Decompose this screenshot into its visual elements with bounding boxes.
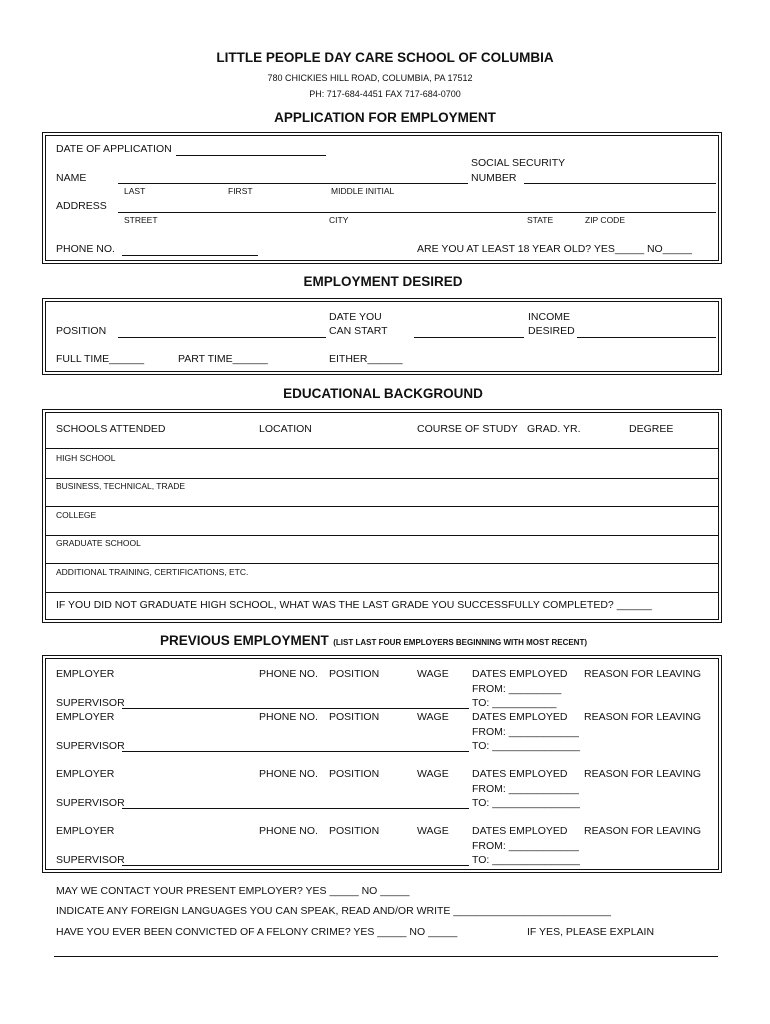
street-caption: STREET — [124, 215, 158, 225]
employer-4-phone: PHONE NO. — [259, 825, 318, 837]
edu-row-college: COLLEGE — [56, 510, 97, 520]
col-schools: SCHOOLS ATTENDED — [56, 423, 166, 435]
ssn-label: SOCIAL SECURITY — [471, 157, 566, 169]
col-location: LOCATION — [259, 423, 312, 435]
income-field[interactable] — [577, 337, 716, 338]
col-course: COURSE OF STUDY — [417, 423, 518, 435]
date-you-label: DATE YOU — [329, 311, 382, 323]
part-time-option[interactable]: PART TIME______ — [178, 353, 268, 365]
divider — [45, 535, 719, 536]
can-start-label: CAN START — [329, 325, 388, 337]
edu-row-business: BUSINESS, TECHNICAL, TRADE — [56, 481, 186, 491]
contact-employer-question: MAY WE CONTACT YOUR PRESENT EMPLOYER? YES _____ NO _____ — [56, 885, 410, 897]
desired-label: DESIRED — [528, 325, 575, 337]
address-label: ADDRESS — [56, 200, 107, 212]
languages-question: INDICATE ANY FOREIGN LANGUAGES YOU CAN SPEAK, READ AND/OR WRITE ___________________________ — [56, 905, 611, 917]
education-title: EDUCATIONAL BACKGROUND — [283, 386, 483, 401]
education-section — [42, 409, 722, 623]
employer-1-supervisor-field[interactable] — [122, 708, 469, 709]
employer-2-reason: REASON FOR LEAVING — [584, 711, 702, 723]
employer-3-phone: PHONE NO. — [259, 768, 318, 780]
form-title: APPLICATION FOR EMPLOYMENT — [274, 110, 496, 125]
name-label: NAME — [56, 172, 87, 184]
age-question: ARE YOU AT LEAST 18 YEAR OLD? YES_____ NO_____ — [417, 243, 692, 255]
date-of-application-field[interactable] — [176, 155, 326, 156]
divider — [45, 563, 719, 564]
edu-row-additional: ADDITIONAL TRAINING, CERTIFICATIONS, ETC. — [56, 567, 249, 577]
employer-2-to[interactable]: TO: _______________ — [472, 740, 580, 752]
employer-1-label: EMPLOYER — [56, 668, 115, 680]
city-caption: CITY — [329, 215, 349, 225]
school-name: LITTLE PEOPLE DAY CARE SCHOOL OF COLUMBIA — [216, 50, 554, 65]
employer-1-to[interactable]: TO: ___________ — [472, 697, 557, 709]
middle-initial-caption: MIDDLE INITIAL — [331, 186, 395, 196]
employer-2-supervisor: SUPERVISOR — [56, 740, 125, 752]
employer-1-reason: REASON FOR LEAVING — [584, 668, 702, 680]
employer-3-supervisor-field[interactable] — [122, 808, 469, 809]
edu-row-graduate: GRADUATE SCHOOL — [56, 538, 141, 548]
employer-3-label: EMPLOYER — [56, 768, 115, 780]
employer-2-dates: DATES EMPLOYED — [472, 711, 568, 723]
previous-employment-title: PREVIOUS EMPLOYMENT — [160, 633, 329, 648]
felony-question: HAVE YOU EVER BEEN CONVICTED OF A FELONY CRIME? YES _____ NO _____ — [56, 926, 458, 938]
employer-1-from[interactable]: FROM: _________ — [472, 683, 562, 695]
employer-2-position: POSITION — [329, 711, 380, 723]
employer-2-from[interactable]: FROM: ____________ — [472, 726, 579, 738]
either-option[interactable]: EITHER______ — [329, 353, 403, 365]
ssn-field[interactable] — [524, 183, 716, 184]
employer-1-wage: WAGE — [417, 668, 449, 680]
last-grade-question: IF YOU DID NOT GRADUATE HIGH SCHOOL, WHAT WAS THE LAST GRADE YOU SUCCESSFULLY COMPLETED? ______ — [56, 599, 652, 611]
employer-3-to[interactable]: TO: _______________ — [472, 797, 580, 809]
explain-answer-line[interactable] — [54, 956, 718, 957]
employer-1-position: POSITION — [329, 668, 380, 680]
employer-4-position: POSITION — [329, 825, 380, 837]
employer-3-supervisor: SUPERVISOR — [56, 797, 125, 809]
employer-1-phone: PHONE NO. — [259, 668, 318, 680]
previous-employment-heading — [160, 632, 587, 650]
employer-4-dates: DATES EMPLOYED — [472, 825, 568, 837]
income-label: INCOME — [528, 311, 570, 323]
position-field[interactable] — [118, 337, 326, 338]
employer-4-to[interactable]: TO: _______________ — [472, 854, 580, 866]
divider — [45, 506, 719, 507]
employer-2-phone: PHONE NO. — [259, 711, 318, 723]
employer-4-reason: REASON FOR LEAVING — [584, 825, 702, 837]
previous-employment-section — [42, 655, 722, 873]
start-date-field[interactable] — [414, 337, 524, 338]
ssn-number-label: NUMBER — [471, 172, 517, 184]
employer-4-supervisor-field[interactable] — [122, 865, 469, 866]
first-name-caption: FIRST — [228, 186, 253, 196]
address-field[interactable] — [118, 212, 716, 213]
school-address: 780 CHICKIES HILL ROAD, COLUMBIA, PA 17512 — [267, 73, 473, 83]
employer-1-supervisor: SUPERVISOR — [56, 697, 125, 709]
last-name-caption: LAST — [124, 186, 146, 196]
divider — [45, 478, 719, 479]
employer-3-wage: WAGE — [417, 768, 449, 780]
edu-row-high-school: HIGH SCHOOL — [56, 453, 116, 463]
phone-field[interactable] — [122, 255, 258, 256]
employer-4-wage: WAGE — [417, 825, 449, 837]
school-phone-fax: PH: 717-684-4451 FAX 717-684-0700 — [309, 89, 461, 99]
position-label: POSITION — [56, 325, 107, 337]
previous-employment-subtitle: (LIST LAST FOUR EMPLOYERS BEGINNING WITH MOST RECENT) — [333, 638, 588, 647]
employer-2-supervisor-field[interactable] — [122, 751, 469, 752]
employment-desired-title: EMPLOYMENT DESIRED — [303, 274, 463, 289]
full-time-option[interactable]: FULL TIME______ — [56, 353, 145, 365]
date-of-application-label: DATE OF APPLICATION — [56, 143, 172, 155]
employer-3-dates: DATES EMPLOYED — [472, 768, 568, 780]
state-caption: STATE — [527, 215, 554, 225]
employer-3-from[interactable]: FROM: ____________ — [472, 783, 579, 795]
zip-caption: ZIP CODE — [585, 215, 625, 225]
employer-3-position: POSITION — [329, 768, 380, 780]
employer-4-from[interactable]: FROM: ____________ — [472, 840, 579, 852]
col-degree: DEGREE — [629, 423, 674, 435]
employer-1-dates: DATES EMPLOYED — [472, 668, 568, 680]
divider — [45, 448, 719, 449]
phone-label: PHONE NO. — [56, 243, 115, 255]
employer-3-reason: REASON FOR LEAVING — [584, 768, 702, 780]
name-field[interactable] — [118, 183, 468, 184]
divider — [45, 592, 719, 593]
felony-explain-label: IF YES, PLEASE EXPLAIN — [527, 926, 655, 938]
employer-4-label: EMPLOYER — [56, 825, 115, 837]
employer-2-label: EMPLOYER — [56, 711, 115, 723]
employer-2-wage: WAGE — [417, 711, 449, 723]
col-grad-year: GRAD. YR. — [527, 423, 581, 435]
employer-4-supervisor: SUPERVISOR — [56, 854, 125, 866]
